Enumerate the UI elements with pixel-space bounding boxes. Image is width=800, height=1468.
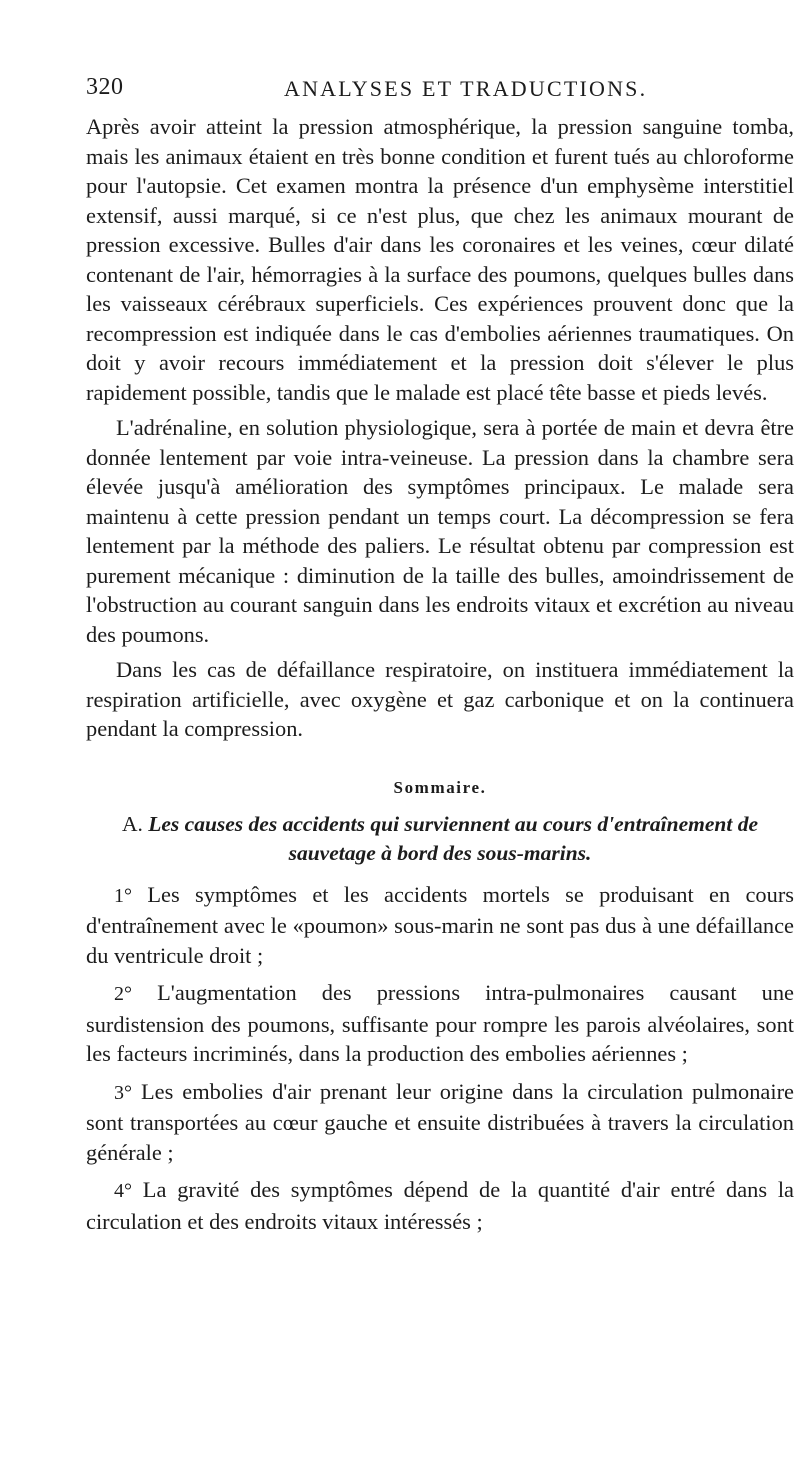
- item-number: 1°: [114, 884, 132, 907]
- section-caption: Les causes des accidents qui surviennent au cours d'entraînement de sauvetage à bord des sous-marins.: [148, 811, 759, 865]
- item-number: 2°: [114, 983, 132, 1005]
- paragraph-3: Dans les cas de défaillance respiratoire, on instituera immédiatement la respiration artificielle, avec oxygène et gaz carbonique et on la continuera pendant la compression.: [86, 657, 794, 741]
- item-text: Les symptômes et les accidents mortels se produisant en cours d'entraînement avec le «poumon» sous-marin ne sont pas dus à une défaillance du ventricule droit ;: [86, 881, 794, 968]
- page-header: [86, 74, 796, 104]
- item-text: Les embolies d'air prenant leur origine dans la circulation pulmonaire sont transportées au cœur gauche et ensuite distribuées à travers la circulation générale ;: [86, 1078, 794, 1165]
- paragraph-2: L'adrénaline, en solution physiologique, sera à portée de main et devra être donnée lentement par voie intra-veineuse. La pression dans la chambre sera élevée jusqu'à amélioration des symptômes principaux. Le malade sera maintenu à cette pression pendant un temps court. La décompression se fera lentement par la méthode des paliers. Le résultat obtenu par compression est purement mécanique : diminution de la taille des bulles, amoindrissement de l'obstruction au courant sanguin dans les endroits vitaux et excrétion au niveau des poumons.: [86, 415, 794, 647]
- item-text: La gravité des symptômes dépend de la quantité d'air entré dans la circulation et des endroits vitaux intéressés ;: [86, 1177, 794, 1234]
- body-text: [86, 112, 794, 1236]
- summary-title: Sommaire.: [393, 777, 487, 797]
- summary-section-heading: [86, 810, 794, 868]
- page-number: 320: [86, 74, 124, 100]
- item-number: 3°: [114, 1081, 132, 1104]
- summary-item-4: [86, 1175, 794, 1236]
- section-letter: A.: [121, 811, 143, 836]
- summary-item-3: [86, 1077, 794, 1168]
- summary-item-1: [86, 880, 794, 971]
- running-head: ANALYSES ET TRADUCTIONS.: [284, 76, 648, 101]
- paragraph-1: Après avoir atteint la pression atmosphérique, la pression sanguine tomba, mais les animaux étaient en très bonne condition et furent tués au chloroforme pour l'autopsie. Cet examen montra la présence d'un emphysème interstitiel extensif, aussi marqué, si ce n'est plus, que chez les animaux mourant de pression excessive. Bulles d'air dans les coronaires et les veines, cœur dilaté contenant de l'air, hémorragies à la surface des poumons, quelques bulles dans les vaisseaux cérébraux superficiels. Ces expériences prouvent donc que la recompression est indiquée dans le cas d'embolies aériennes traumatiques. On doit y avoir recours immédiatement et la pression doit s'élever le plus rapidement possible, tandis que le malade est placé tête basse et pieds levés.: [86, 114, 794, 405]
- item-number: 4°: [114, 1180, 132, 1202]
- summary-item-2: [86, 978, 794, 1069]
- item-text: L'augmentation des pressions intra-pulmonaires causant une surdistension des poumons, suffisante pour rompre les parois alvéolaires, sont les facteurs incriminés, dans la production des embolies aériennes ;: [86, 980, 794, 1066]
